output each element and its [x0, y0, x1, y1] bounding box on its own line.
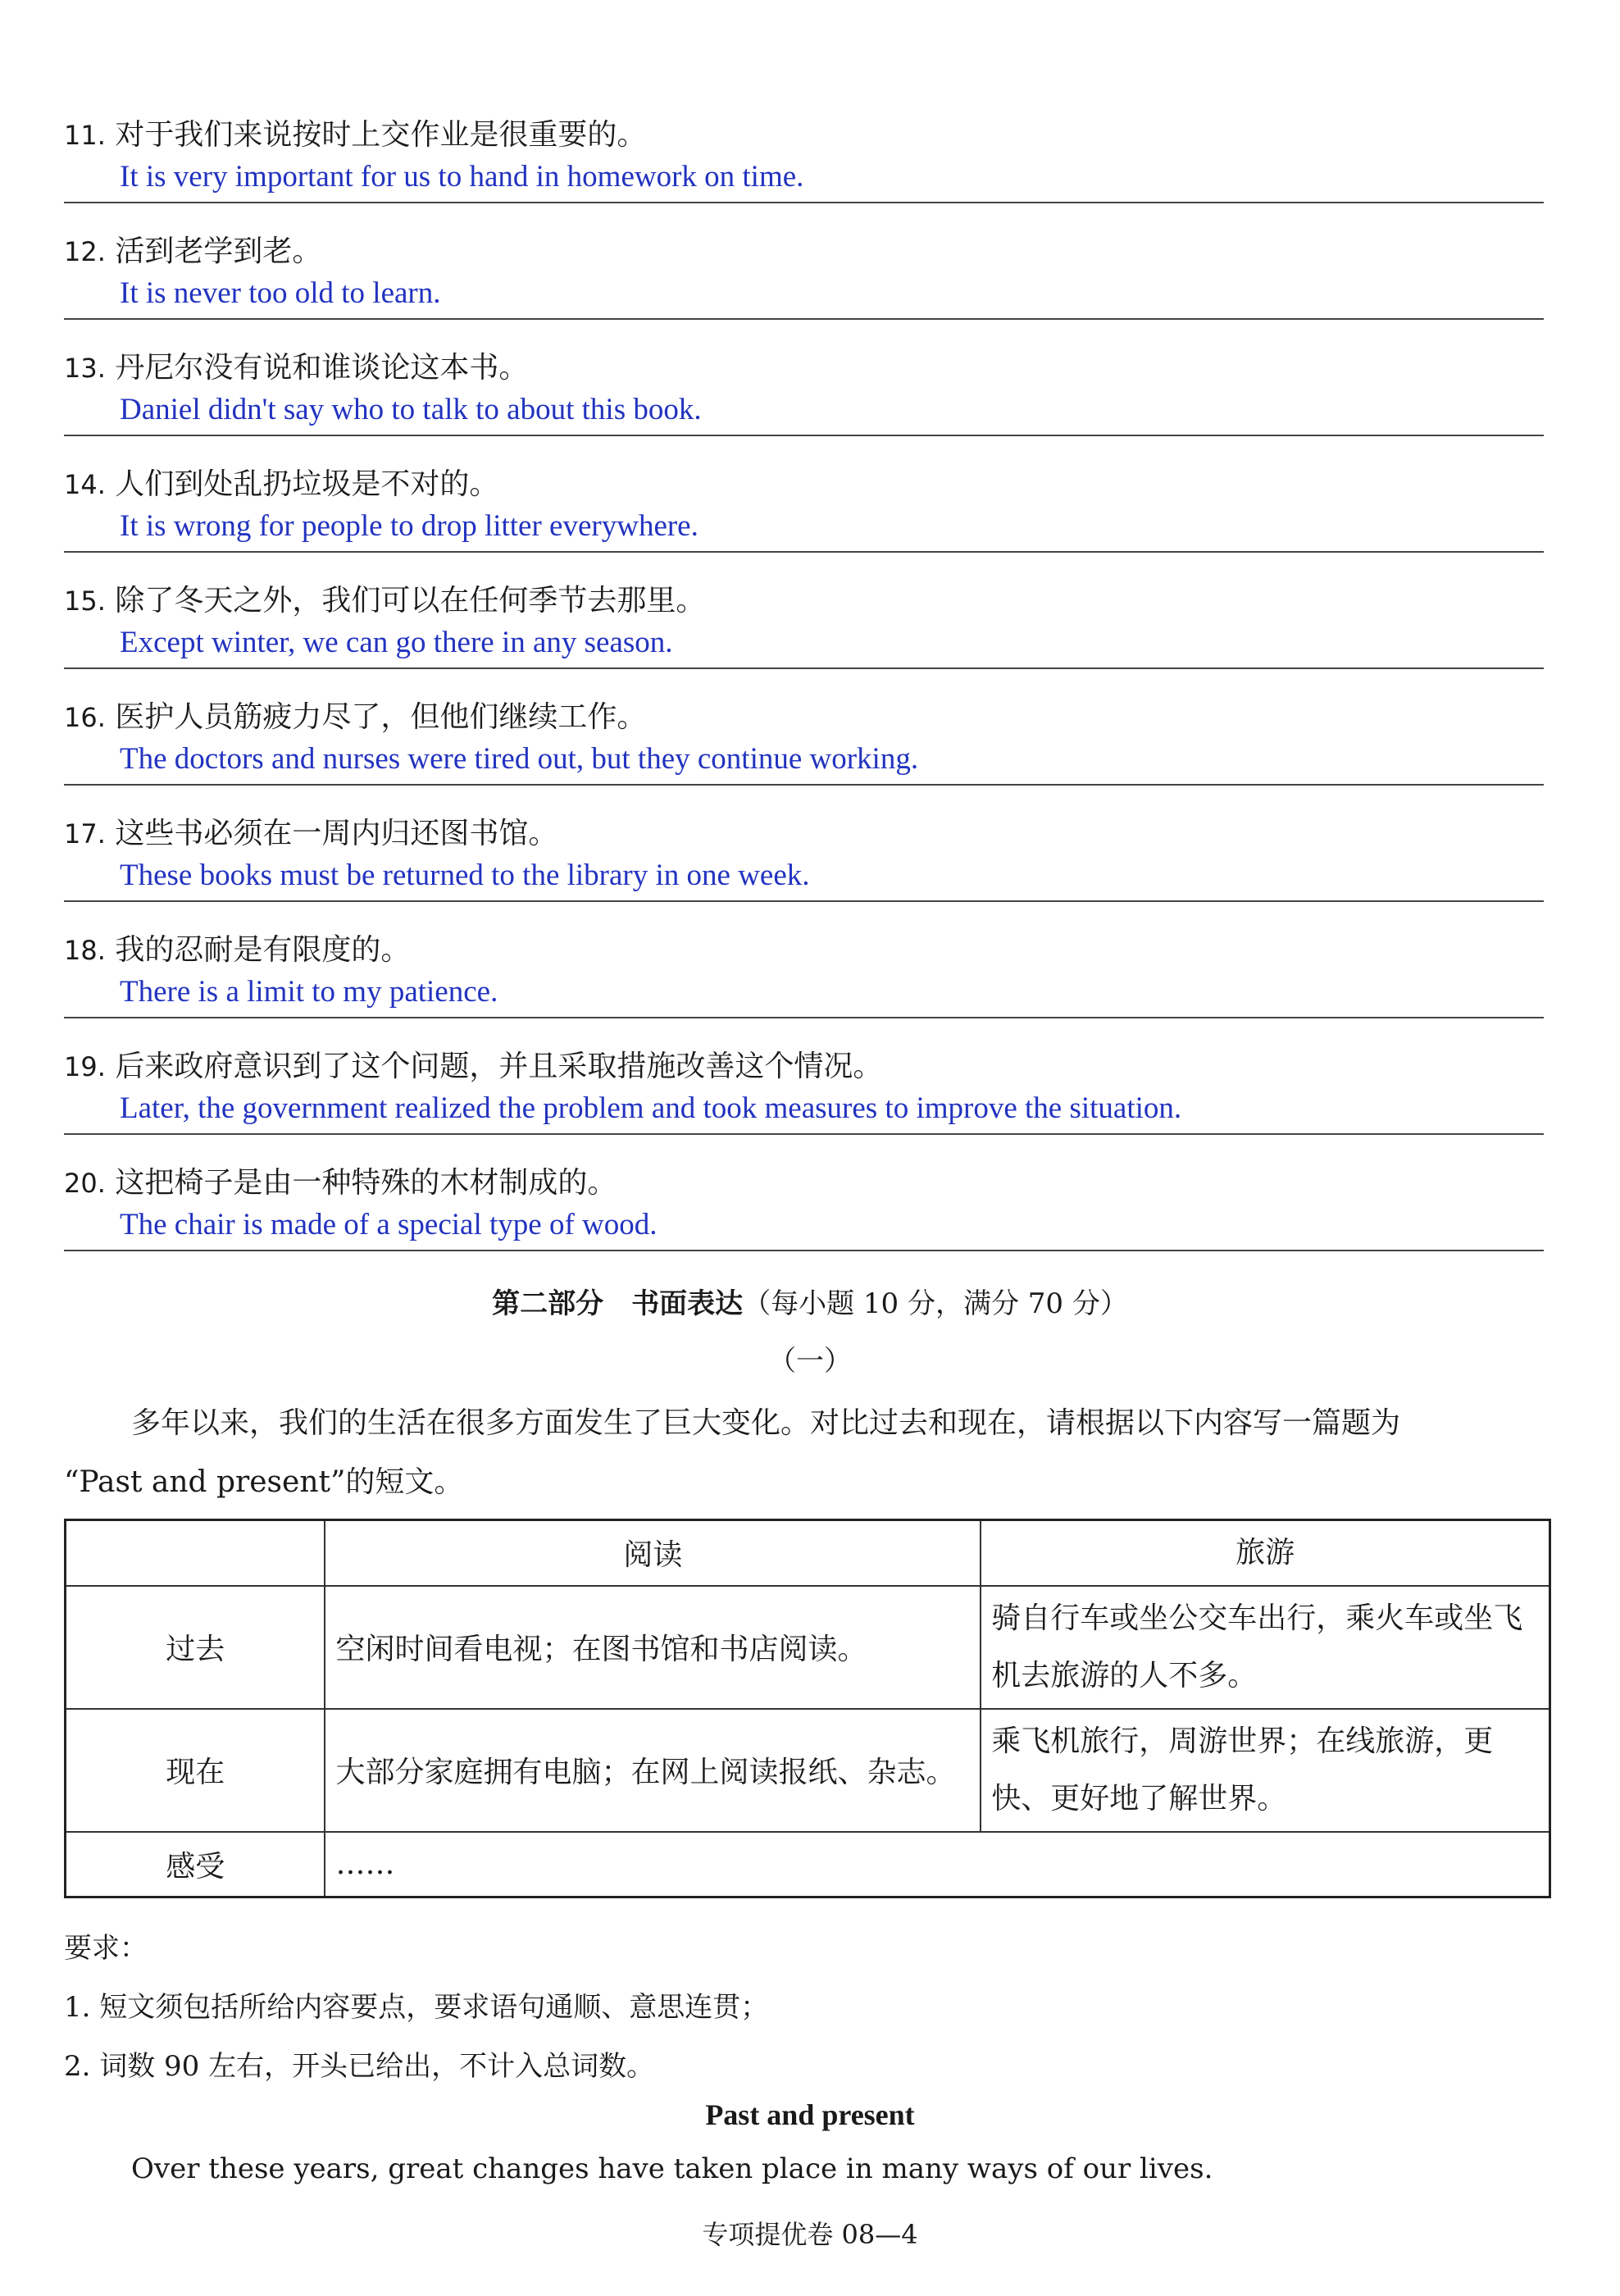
travel-cell: 骑自行车或坐公交车出行，乘火车或坐飞机去旅游的人不多。 — [981, 1586, 1549, 1709]
english-answer: Daniel didn't say who to talk to about this book. — [64, 389, 1544, 436]
item-number: 11. — [64, 120, 106, 151]
chinese-sentence: 20. 这把椅子是由一种特殊的木材制成的。 — [64, 1166, 617, 1200]
english-answer: It is wrong for people to drop litter everywhere. — [64, 505, 1544, 553]
chinese-sentence: 12. 活到老学到老。 — [64, 235, 322, 268]
table-header-cell — [66, 1520, 325, 1586]
translation-item — [64, 581, 1544, 669]
english-answer: It is very important for us to hand in homework on time. — [64, 156, 1544, 203]
item-number: 17. — [64, 818, 106, 850]
task-instructions — [64, 1394, 1556, 1512]
translation-item — [64, 231, 1544, 320]
chinese-sentence: 16. 医护人员筋疲力尽了，但他们继续工作。 — [64, 700, 647, 734]
section-heading — [0, 1281, 1620, 1321]
translation-item — [64, 464, 1544, 553]
english-answer: The doctors and nurses were tired out, but they continue working. — [64, 738, 1544, 786]
chinese-sentence: 19. 后来政府意识到了这个问题，并且采取措施改善这个情况。 — [64, 1050, 883, 1083]
table-header-cell: 阅读 — [325, 1520, 981, 1586]
item-number: 19. — [64, 1051, 106, 1082]
instruction-line: “Past and present”的短文。 — [64, 1465, 464, 1499]
page-footer: 专项提优卷 08—4 — [702, 2219, 918, 2250]
item-number: 15. — [64, 585, 106, 617]
row-label: 现在 — [66, 1709, 325, 1832]
chinese-sentence: 15. 除了冬天之外，我们可以在任何季节去那里。 — [64, 584, 706, 617]
translation-item — [64, 348, 1544, 436]
translation-item — [64, 813, 1544, 902]
table-row — [66, 1709, 1550, 1832]
feelings-cell: …… — [325, 1832, 1549, 1897]
english-answer: These books must be returned to the library in one week. — [64, 854, 1544, 902]
chinese-sentence: 18. 我的忍耐是有限度的。 — [64, 933, 411, 967]
translation-item — [64, 115, 1544, 203]
instruction-line: 多年以来，我们的生活在很多方面发生了巨大变化。对比过去和现在，请根据以下内容写一篇题为 — [131, 1406, 1401, 1440]
chinese-sentence: 14. 人们到处乱扔垃圾是不对的。 — [64, 467, 499, 501]
translation-item — [64, 930, 1544, 1018]
english-answer: It is never too old to learn. — [64, 272, 1544, 320]
section-note: （每小题 10 分，满分 70 分） — [743, 1287, 1128, 1320]
row-label: 过去 — [66, 1586, 325, 1709]
item-number: 13. — [64, 353, 106, 384]
item-number: 20. — [64, 1168, 106, 1199]
translation-item — [64, 1046, 1544, 1135]
english-answer: Later, the government realized the problem and took measures to improve the situation. — [64, 1087, 1544, 1135]
chinese-sentence: 11. 对于我们来说按时上交作业是很重要的。 — [64, 118, 647, 152]
english-answer: Except winter, we can go there in any season. — [64, 622, 1544, 669]
essay-title: Past and present — [705, 2098, 915, 2131]
english-answer: There is a limit to my patience. — [64, 971, 1544, 1018]
reading-cell: 空闲时间看电视；在图书馆和书店阅读。 — [325, 1586, 981, 1709]
comparison-table — [64, 1519, 1551, 1898]
subsection-heading: （一） — [768, 1345, 852, 1378]
row-label: 感受 — [66, 1832, 325, 1897]
english-answer: The chair is made of a special type of wood. — [64, 1204, 1544, 1251]
item-number: 16. — [64, 702, 106, 733]
travel-cell: 乘飞机旅行，周游世界；在线旅游，更快、更好地了解世界。 — [981, 1709, 1549, 1832]
table-header-row — [66, 1520, 1550, 1586]
chinese-sentence: 17. 这些书必须在一周内归还图书馆。 — [64, 817, 558, 850]
table-header-cell: 旅游 — [981, 1520, 1549, 1586]
reading-cell: 大部分家庭拥有电脑；在网上阅读报纸、杂志。 — [325, 1709, 981, 1832]
chinese-sentence: 13. 丹尼尔没有说和谁谈论这本书。 — [64, 351, 529, 385]
essay-opening: Over these years, great changes have taken place in many ways of our lives. — [131, 2152, 1213, 2185]
item-number: 14. — [64, 469, 106, 500]
item-number: 12. — [64, 236, 106, 267]
requirements-heading: 要求： — [64, 1932, 148, 1965]
table-row — [66, 1832, 1550, 1897]
requirement-item: 2. 词数 90 左右，开头已给出，不计入总词数。 — [64, 2050, 655, 2083]
section-title: 第二部分 书面表达 — [492, 1287, 744, 1320]
requirement-item: 1. 短文须包括所给内容要点，要求语句通顺、意思连贯； — [64, 1991, 769, 2024]
table-row — [66, 1586, 1550, 1709]
item-number: 18. — [64, 935, 106, 966]
translation-item — [64, 697, 1544, 786]
requirements — [64, 1919, 768, 2096]
translation-item — [64, 1163, 1544, 1251]
